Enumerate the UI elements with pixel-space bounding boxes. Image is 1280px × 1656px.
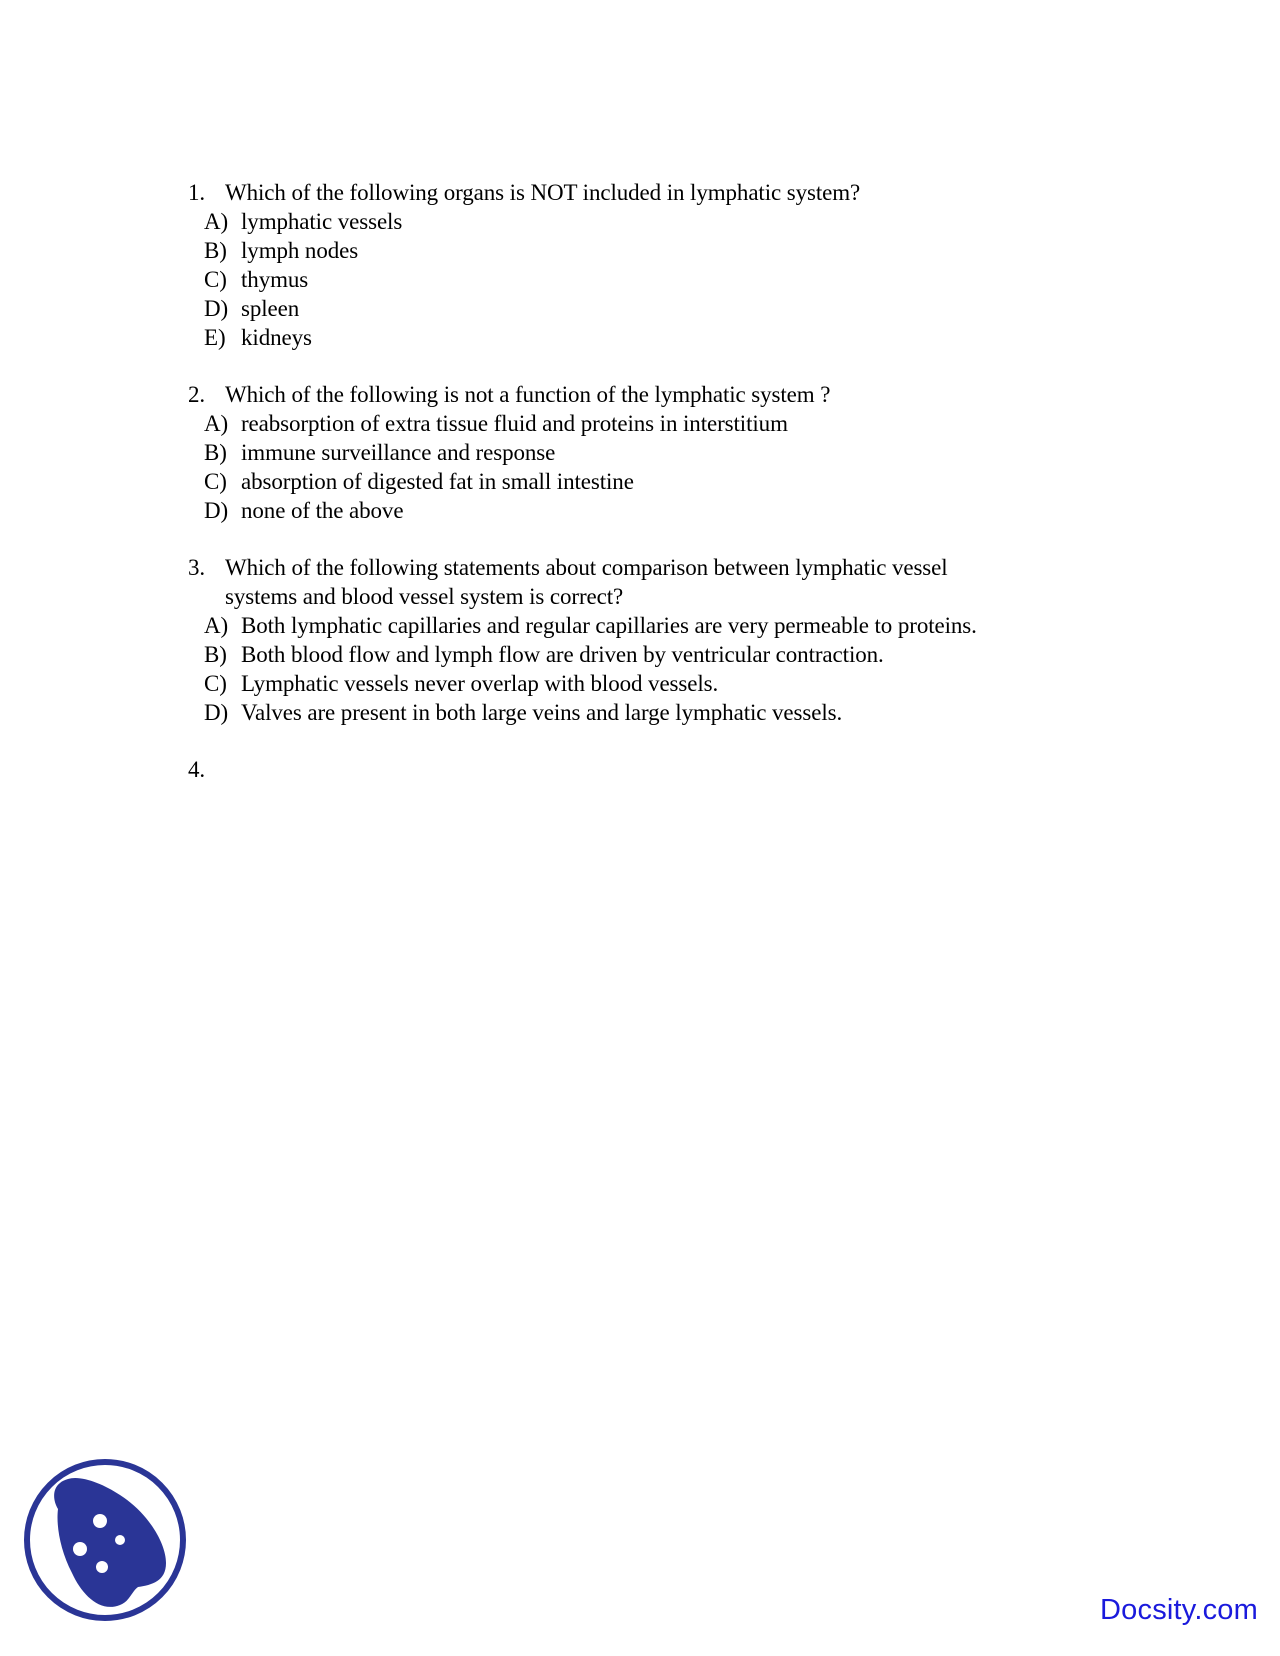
option-letter: A)	[204, 411, 229, 436]
option-text: reabsorption of extra tissue fluid and proteins in interstitium	[241, 411, 788, 436]
option-list	[188, 207, 1088, 352]
option-text: thymus	[241, 267, 309, 292]
option-e	[188, 323, 1088, 352]
question-number: 1.	[188, 180, 206, 205]
question-4	[188, 755, 1088, 784]
question-1	[188, 178, 1088, 352]
option-letter: C)	[204, 671, 227, 696]
option-letter: A)	[204, 613, 229, 638]
option-text: lymphatic vessels	[241, 209, 403, 234]
question-3	[188, 553, 1088, 727]
question-number: 3.	[188, 555, 206, 580]
option-c	[188, 669, 1088, 698]
option-list	[188, 611, 1088, 727]
option-letter: C)	[204, 469, 227, 494]
option-text: Lymphatic vessels never overlap with blood vessels.	[241, 671, 719, 696]
option-a	[188, 409, 1088, 438]
option-letter: D)	[204, 700, 229, 725]
option-text: spleen	[241, 296, 300, 321]
option-text: Both lymphatic capillaries and regular capillaries are very permeable to proteins.	[241, 613, 977, 638]
option-d	[188, 698, 1088, 727]
option-letter: C)	[204, 267, 227, 292]
option-letter: B)	[204, 440, 227, 465]
question-number: 4.	[188, 757, 206, 782]
docsity-watermark-text[interactable]: Docsity.com	[1100, 1594, 1258, 1626]
option-letter: D)	[204, 498, 229, 523]
question-number: 2.	[188, 382, 206, 407]
question-text: Which of the following statements about comparison between lymphatic vessel systems and blood vessel system is correct?	[225, 555, 948, 609]
option-d	[188, 294, 1088, 323]
option-c	[188, 467, 1088, 496]
option-letter: E)	[204, 325, 226, 350]
question-2	[188, 380, 1088, 525]
option-text: none of the above	[241, 498, 404, 523]
option-a	[188, 207, 1088, 236]
option-letter: B)	[204, 642, 227, 667]
option-c	[188, 265, 1088, 294]
option-a	[188, 611, 1088, 640]
option-b	[188, 640, 1088, 669]
question-list	[188, 178, 1088, 812]
option-text: immune surveillance and response	[241, 440, 556, 465]
option-text: absorption of digested fat in small intestine	[241, 469, 634, 494]
option-letter: B)	[204, 238, 227, 263]
option-text: Both blood flow and lymph flow are driven by ventricular contraction.	[241, 642, 884, 667]
option-b	[188, 236, 1088, 265]
option-list	[188, 409, 1088, 525]
option-letter: D)	[204, 296, 229, 321]
question-text: Which of the following organs is NOT included in lymphatic system?	[225, 180, 861, 205]
question-text	[225, 755, 1088, 784]
option-text: kidneys	[241, 325, 312, 350]
option-text: Valves are present in both large veins and large lymphatic vessels.	[241, 700, 843, 725]
option-d	[188, 496, 1088, 525]
option-letter: A)	[204, 209, 229, 234]
option-text: lymph nodes	[241, 238, 359, 263]
question-text: Which of the following is not a function of the lymphatic system ?	[225, 382, 831, 407]
option-b	[188, 438, 1088, 467]
docsity-logo-icon	[20, 1455, 190, 1625]
